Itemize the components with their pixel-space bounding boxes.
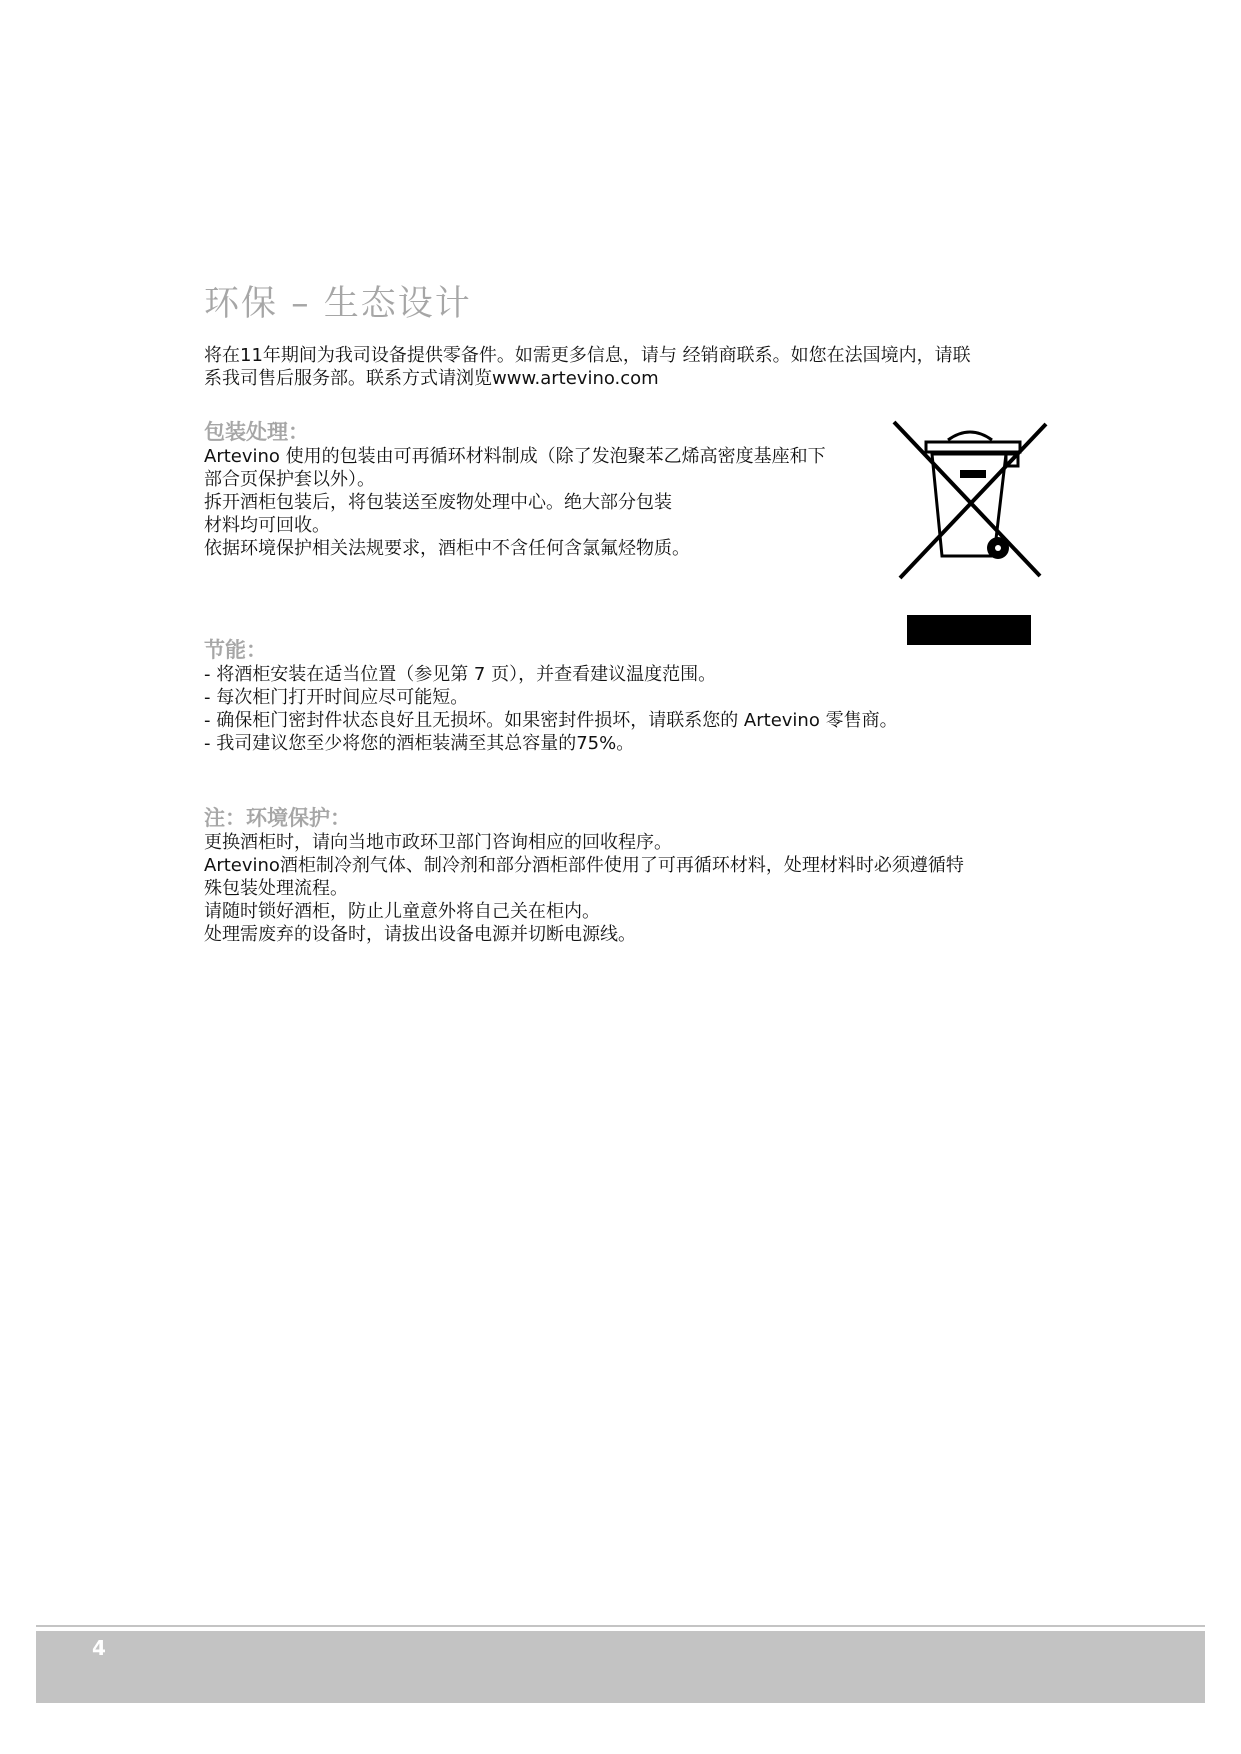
environment-line: Artevino酒柜制冷剂气体、制冷剂和部分酒柜部件使用了可再循环材料，处理材料时必须遵循特: [204, 855, 964, 876]
energy-heading: 节能：: [204, 638, 267, 662]
environment-line: 处理需废弃的设备时，请拔出设备电源并切断电源线。: [204, 924, 636, 945]
intro-paragraph: [204, 344, 1064, 390]
packaging-line: 依据环境保护相关法规要求，酒柜中不含任何含氯氟烃物质。: [204, 538, 690, 559]
packaging-line: 部合页保护套以外）。: [204, 469, 375, 490]
environment-heading: 注：环境保护：: [204, 806, 351, 830]
page-title: 环保 – 生态设计: [204, 284, 472, 324]
environment-body: [204, 831, 1064, 946]
environment-line: 殊包装处理流程。: [204, 878, 348, 899]
packaging-line: 拆开酒柜包装后，将包装送至废物处理中心。绝大部分包装: [204, 492, 672, 513]
energy-line: - 确保柜门密封件状态良好且无损坏。如果密封件损坏，请联系您的 Artevino 零售商。: [204, 710, 898, 731]
page-number: 4: [92, 1636, 106, 1660]
environment-line: 更换酒柜时，请向当地市政环卫部门咨询相应的回收程序。: [204, 832, 672, 853]
packaging-body: [204, 445, 884, 560]
intro-line: 将在11年期间为我司设备提供零备件。如需更多信息，请与 经销商联系。如您在法国境内，请联: [204, 345, 971, 366]
packaging-section: [204, 419, 884, 560]
packaging-line: 材料均可回收。: [204, 515, 330, 536]
energy-line: - 将酒柜安装在适当位置（参见第 7 页），并查看建议温度范围。: [204, 664, 717, 685]
packaging-line: Artevino 使用的包装由可再循环材料制成（除了发泡聚苯乙烯高密度基座和下: [204, 446, 826, 467]
intro-line: 系我司售后服务部。联系方式请浏览www.artevino.com: [204, 368, 659, 389]
footer-bar: [36, 1631, 1205, 1703]
environment-section: [204, 805, 1064, 946]
crossed-out-wheelie-bin-icon: [890, 418, 1050, 582]
energy-section: [204, 637, 1064, 755]
environment-line: 请随时锁好酒柜，防止儿童意外将自己关在柜内。: [204, 901, 600, 922]
energy-body: [204, 663, 1064, 755]
footer-divider: [36, 1625, 1205, 1627]
packaging-heading: 包装处理：: [204, 420, 309, 444]
energy-line: - 每次柜门打开时间应尽可能短。: [204, 687, 469, 708]
energy-line: - 我司建议您至少将您的酒柜装满至其总容量的75%。: [204, 733, 635, 754]
